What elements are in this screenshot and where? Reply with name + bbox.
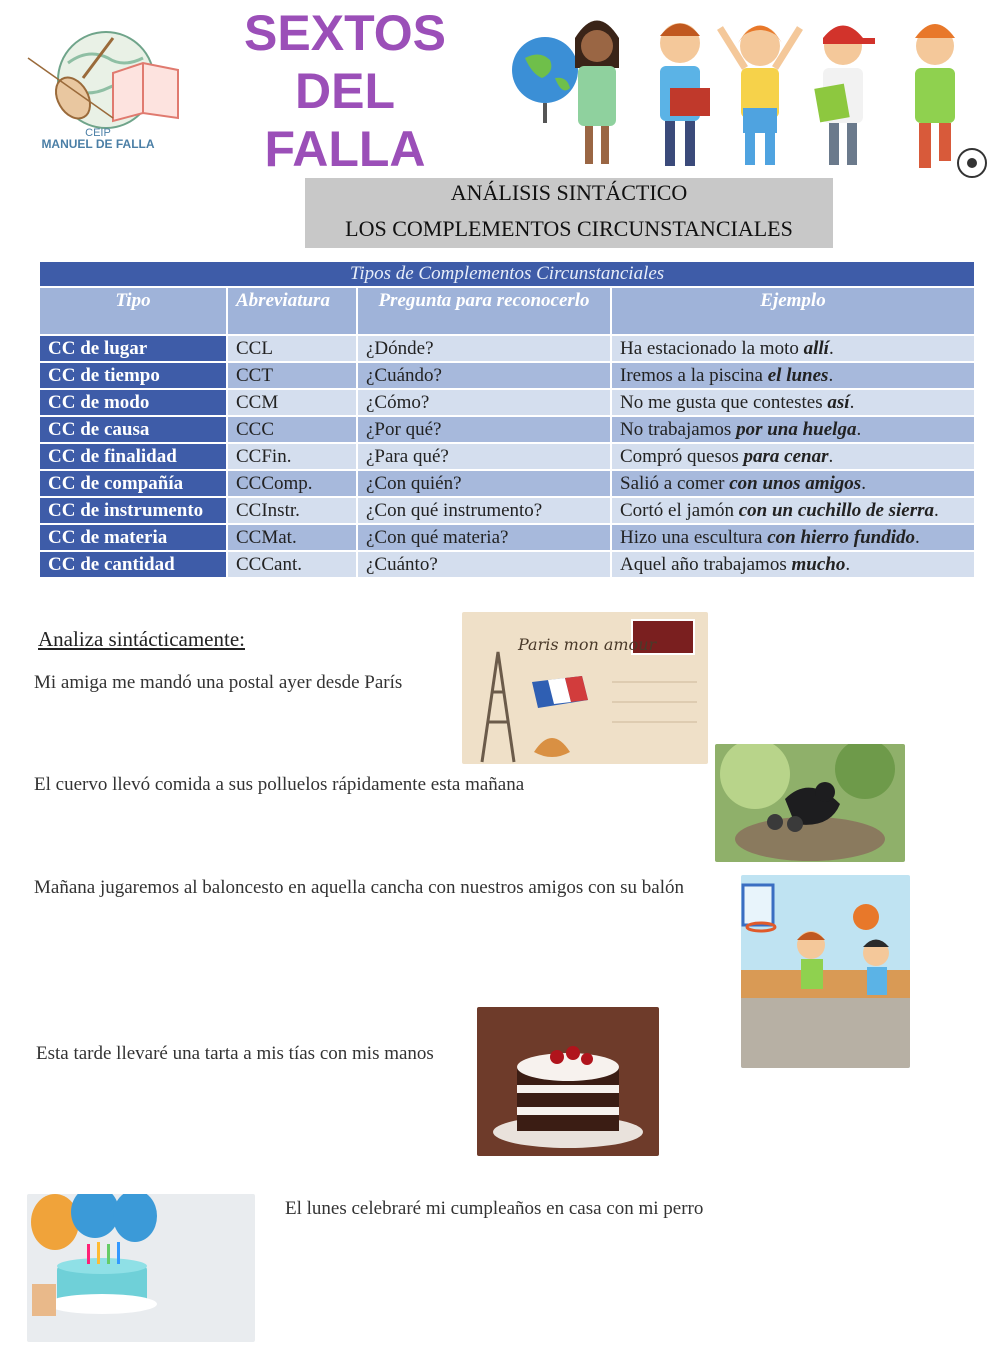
row-ejemplo: Hizo una escultura con hierro fundido. (611, 524, 975, 551)
row-tipo: CC de cantidad (39, 551, 227, 578)
row-ejemplo: No me gusta que contestes así. (611, 389, 975, 416)
sentence-5: El lunes celebraré mi cumpleaños en casa con mi perro (285, 1198, 704, 1219)
title-line-2: DEL (295, 63, 395, 119)
table-row (39, 389, 975, 416)
row-abrev: CCFin. (227, 443, 357, 470)
school-logo (18, 18, 188, 153)
exercise-heading: Analiza sintácticamente: (38, 627, 245, 651)
row-pregunta: ¿Por qué? (357, 416, 611, 443)
row-ejemplo: Cortó el jamón con un cuchillo de sierra. (611, 497, 975, 524)
subtitle-line-2: LOS COMPLEMENTOS CIRCUNSTANCIALES (345, 216, 793, 241)
row-tipo: CC de lugar (39, 335, 227, 362)
subtitle-box (305, 178, 833, 248)
crow-nest-image (715, 744, 905, 862)
table-row (39, 362, 975, 389)
row-pregunta: ¿Con quién? (357, 470, 611, 497)
row-ejemplo: Aquel año trabajamos mucho. (611, 551, 975, 578)
table-row (39, 335, 975, 362)
logo-line1: CEIP (85, 127, 111, 139)
row-abrev: CCL (227, 335, 357, 362)
row-ejemplo: Salió a comer con unos amigos. (611, 470, 975, 497)
row-ejemplo: Compró quesos para cenar. (611, 443, 975, 470)
table-row (39, 416, 975, 443)
header-pregunta: Pregunta para reconocerlo (357, 287, 611, 335)
row-tipo: CC de compañía (39, 470, 227, 497)
row-tipo: CC de modo (39, 389, 227, 416)
table-row (39, 470, 975, 497)
postcard-text: Paris mon amour (518, 635, 657, 654)
row-tipo: CC de instrumento (39, 497, 227, 524)
table-row (39, 551, 975, 578)
row-tipo: CC de causa (39, 416, 227, 443)
row-pregunta: ¿Cuándo? (357, 362, 611, 389)
row-tipo: CC de materia (39, 524, 227, 551)
title-line-3: FALLA (264, 121, 426, 177)
header-abreviatura: Abreviatura (227, 287, 357, 335)
sentence-1: Mi amiga me mandó una postal ayer desde París (34, 672, 403, 693)
header-tipo: Tipo (39, 287, 227, 335)
row-pregunta: ¿Cuánto? (357, 551, 611, 578)
row-ejemplo: Iremos a la piscina el lunes. (611, 362, 975, 389)
sentence-3: Mañana jugaremos al baloncesto en aquella cancha con nuestros amigos con su balón (34, 877, 685, 898)
sentence-4: Esta tarde llevaré una tarta a mis tías con mis manos (36, 1043, 434, 1064)
sentence-2: El cuervo llevó comida a sus polluelos rápidamente esta mañana (34, 774, 525, 795)
table-row (39, 443, 975, 470)
row-tipo: CC de finalidad (39, 443, 227, 470)
table-row (39, 524, 975, 551)
black-forest-cake-image (477, 1007, 659, 1156)
row-ejemplo: No trabajamos por una huelga. (611, 416, 975, 443)
logo-line2: MANUEL DE FALLA (41, 137, 155, 151)
row-abrev: CCInstr. (227, 497, 357, 524)
row-ejemplo: Ha estacionado la moto allí. (611, 335, 975, 362)
row-abrev: CCC (227, 416, 357, 443)
birthday-cake-image (27, 1194, 255, 1342)
row-abrev: CCMat. (227, 524, 357, 551)
row-abrev: CCM (227, 389, 357, 416)
subtitle-line-1: ANÁLISIS SINTÁCTICO (450, 180, 688, 205)
row-tipo: CC de tiempo (39, 362, 227, 389)
row-pregunta: ¿Dónde? (357, 335, 611, 362)
row-pregunta: ¿Cómo? (357, 389, 611, 416)
row-abrev: CCT (227, 362, 357, 389)
row-abrev: CCCant. (227, 551, 357, 578)
row-abrev: CCComp. (227, 470, 357, 497)
header-ejemplo: Ejemplo (611, 287, 975, 335)
table-row (39, 497, 975, 524)
row-pregunta: ¿Con qué instrumento? (357, 497, 611, 524)
row-pregunta: ¿Con qué materia? (357, 524, 611, 551)
complements-table (38, 260, 976, 579)
basketball-kids-image (741, 875, 910, 1068)
title-line-1: SEXTOS (244, 5, 446, 61)
row-pregunta: ¿Para qué? (357, 443, 611, 470)
table-caption: Tipos de Complementos Circunstanciales (39, 261, 975, 287)
paris-postcard-image (462, 612, 708, 764)
children-illustration (505, 8, 995, 180)
